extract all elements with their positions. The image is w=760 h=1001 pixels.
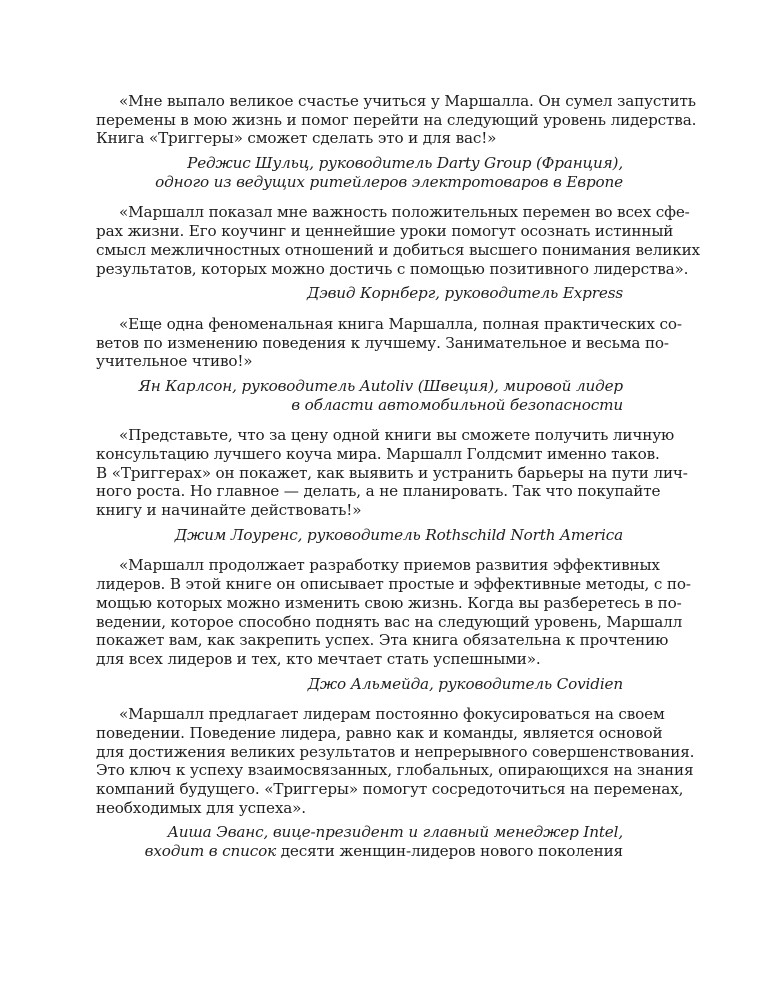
attribution-line: в области автомобильной безопасности bbox=[291, 395, 623, 414]
testimonial-attribution bbox=[96, 526, 623, 545]
testimonial-quote bbox=[96, 426, 688, 520]
attribution-line bbox=[96, 842, 623, 861]
attribution-line: Джо Альмейда, руководитель Covidien bbox=[307, 674, 623, 693]
quote-line: перемены в мою жизнь и помог перейти на следующий уровень лидерства. bbox=[96, 110, 697, 129]
testimonial-attribution bbox=[96, 675, 623, 694]
document-page bbox=[96, 92, 700, 873]
testimonial-quote bbox=[96, 92, 697, 148]
quote-line: необходимых для успеха». bbox=[96, 798, 306, 817]
testimonial-attribution bbox=[96, 154, 623, 191]
quote-line: консультацию лучшего коуча мира. Маршалл Голдсмит именно таков. bbox=[96, 445, 660, 463]
quote-line: компаний будущего. «Триггеры» помогут сосредоточиться на переменах, bbox=[96, 780, 684, 798]
attribution-line: Аиша Эванс, вице-президент и главный менеджер Intel, bbox=[167, 823, 623, 842]
quote-line: рах жизни. Его коучинг и ценнейшие уроки помогут осознать истинный bbox=[96, 222, 674, 241]
quote-line: Это ключ к успеху взаимосвязанных, глобальных, опирающихся на знания bbox=[96, 761, 694, 780]
attribution-line: одного из ведущих ритейлеров электротоваров в Европе bbox=[155, 172, 623, 191]
attribution-upright-part: десяти женщин-лидеров нового поколения bbox=[276, 842, 623, 861]
testimonial-quote bbox=[96, 556, 691, 668]
quote-line: смысл межличностных отношений и добиться высшего понимания великих bbox=[96, 240, 700, 259]
testimonial-6 bbox=[96, 705, 695, 861]
quote-line: В «Триггерах» он покажет, как выявить и устранить барьеры на пути лич- bbox=[96, 463, 688, 482]
quote-line: для достижения великих результатов и непрерывного совершенствования. bbox=[96, 742, 695, 761]
testimonial-quote bbox=[96, 705, 695, 817]
attribution-line: Ян Карлсон, руководитель Autoliv (Швеция), мировой лидер bbox=[138, 376, 623, 395]
testimonial-5 bbox=[96, 556, 691, 693]
quote-line: учительное чтиво!» bbox=[96, 352, 253, 371]
quote-line: покажет вам, как закрепить успех. Эта книга обязательна к прочтению bbox=[96, 631, 669, 650]
quote-line: ного роста. Но главное — делать, а не планировать. Так что покупайте bbox=[96, 482, 661, 501]
quote-line: «Маршалл предлагает лидерам постоянно фокусироваться на своем bbox=[119, 705, 665, 724]
testimonial-1 bbox=[96, 92, 697, 191]
quote-line: результатов, которых можно достичь с помощью позитивного лидерства». bbox=[96, 259, 689, 278]
testimonial-quote bbox=[96, 314, 682, 371]
quote-line: мощью которых можно изменить свою жизнь. Когда вы разберетесь в по- bbox=[96, 593, 682, 612]
testimonial-attribution bbox=[96, 284, 623, 303]
quote-line: «Представьте, что за цену одной книги вы сможете получить личную bbox=[119, 426, 675, 445]
quote-line: лидеров. В этой книге он описывает простые и эффективные методы, с по- bbox=[96, 575, 691, 594]
quote-line: «Мне выпало великое счастье учиться у Маршалла. Он сумел запустить bbox=[119, 92, 696, 110]
quote-line: «Маршалл показал мне важность положительных перемен во всех сфе- bbox=[119, 203, 690, 222]
testimonial-4 bbox=[96, 426, 688, 544]
quote-line: для всех лидеров и тех, кто мечтает стать успешными». bbox=[96, 649, 541, 668]
quote-line: «Еще одна феноменальная книга Маршалла, полная практических со- bbox=[119, 314, 682, 333]
quote-line: книгу и начинайте действовать!» bbox=[96, 501, 362, 520]
attribution-line: Дэвид Корнберг, руководитель Express bbox=[307, 284, 623, 303]
quote-line: поведении. Поведение лидера, равно как и команды, является основой bbox=[96, 723, 663, 742]
quote-line: ветов по изменению поведения к лучшему. Занимательное и весьма по- bbox=[96, 333, 669, 352]
attribution-italic-part: входит в список bbox=[144, 842, 277, 861]
testimonial-quote bbox=[96, 203, 700, 278]
testimonial-2 bbox=[96, 203, 700, 303]
attribution-line: Джим Лоуренс, руководитель Rothschild North America bbox=[174, 525, 623, 544]
testimonial-attribution bbox=[96, 823, 623, 860]
quote-line: ведении, которое способно поднять вас на следующий уровень, Маршалл bbox=[96, 612, 683, 631]
testimonial-attribution bbox=[96, 377, 623, 414]
quote-line: «Маршалл продолжает разработку приемов развития эффективных bbox=[119, 556, 660, 575]
quote-line: Книга «Триггеры» сможет сделать это и для вас!» bbox=[96, 129, 497, 148]
testimonial-3 bbox=[96, 314, 682, 414]
attribution-line: Реджис Шульц, руководитель Darty Group (Франция), bbox=[187, 154, 623, 173]
